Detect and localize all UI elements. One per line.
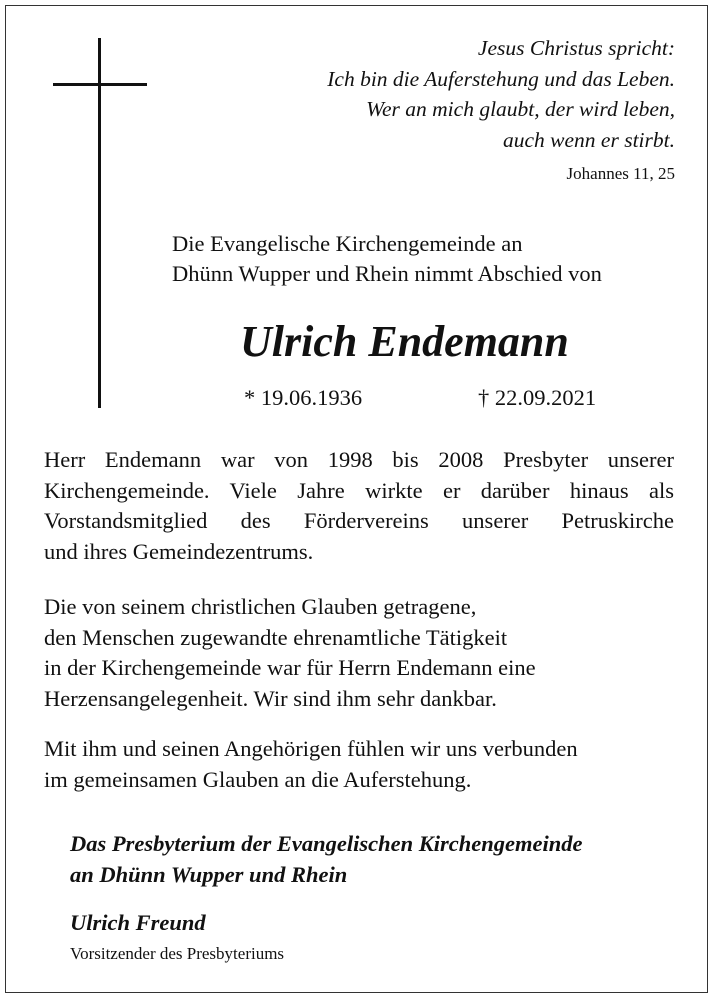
paragraph-line: Kirchengemeinde. Viele Jahre wirkte er darüber hinaus als bbox=[44, 477, 674, 503]
paragraph-line: Herr Endemann war von 1998 bis 2008 Presbyter unserer bbox=[44, 447, 674, 472]
paragraph-condolence bbox=[44, 734, 674, 795]
birth-date: * 19.06.1936 bbox=[244, 385, 363, 410]
paragraph-tribute bbox=[44, 445, 674, 567]
signature-org-line: an Dhünn Wupper und Rhein bbox=[70, 862, 348, 887]
verse-reference: Johannes 11, 25 bbox=[566, 164, 675, 183]
verse-line: auch wenn er stirbt. bbox=[503, 127, 675, 152]
paragraph-line: Vorstandsmitglied des Fördervereins unserer Petruskirche bbox=[44, 508, 674, 533]
verse-line: Ich bin die Auferstehung und das Leben. bbox=[327, 66, 675, 91]
intro-line: Die Evangelische Kirchengemeinde an bbox=[172, 231, 523, 256]
paragraph-line: im gemeinsamen Glauben an die Auferstehung. bbox=[44, 766, 472, 792]
verse-line: Jesus Christus spricht: bbox=[477, 36, 675, 60]
paragraph-line: Mit ihm und seinen Angehörigen fühlen wir uns verbunden bbox=[44, 736, 578, 761]
signature-role: Vorsitzender des Presbyteriums bbox=[70, 944, 285, 963]
paragraph-line: in der Kirchengemeinde war für Herrn Endemann eine bbox=[44, 655, 536, 680]
bible-verse bbox=[327, 33, 675, 155]
intro-line: Dhünn Wupper und Rhein nimmt Abschied von bbox=[172, 261, 602, 286]
paragraph-line: Herzensangelegenheit. Wir sind ihm sehr dankbar. bbox=[44, 685, 497, 711]
signature-name: Ulrich Freund bbox=[70, 910, 206, 935]
signature-org-line: Das Presbyterium der Evangelischen Kirchengemeinde bbox=[70, 831, 583, 856]
paragraph-line: den Menschen zugewandte ehrenamtliche Tätigkeit bbox=[44, 624, 508, 650]
verse-line: Wer an mich glaubt, der wird leben, bbox=[366, 97, 675, 121]
deceased-name: Ulrich Endemann bbox=[240, 317, 569, 366]
intro-text bbox=[172, 229, 602, 289]
signature-organization bbox=[70, 828, 582, 890]
paragraph-gratitude bbox=[44, 592, 674, 714]
cross-horizontal-bar bbox=[53, 83, 147, 86]
death-date: † 22.09.2021 bbox=[478, 385, 597, 410]
cross-vertical-bar bbox=[98, 38, 101, 408]
paragraph-line: und ihres Gemeindezentrums. bbox=[44, 538, 314, 564]
paragraph-line: Die von seinem christlichen Glauben getragene, bbox=[44, 594, 477, 619]
